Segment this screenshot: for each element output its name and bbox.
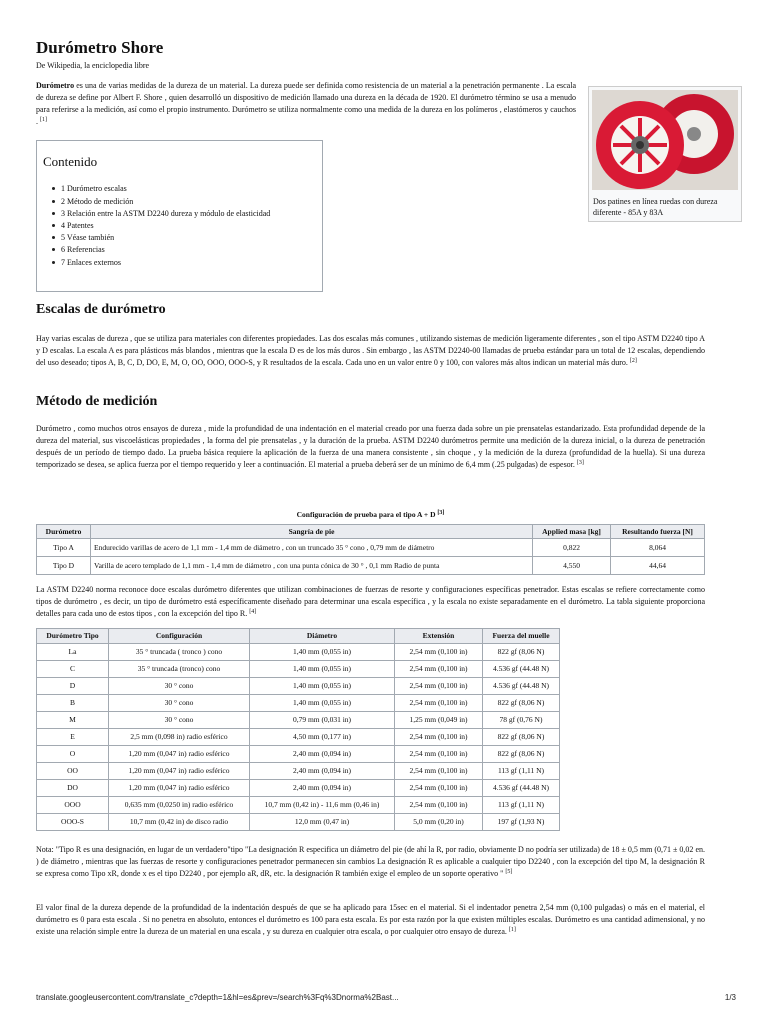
column-header: Durómetro	[37, 524, 91, 539]
table-cell: OOO	[37, 796, 109, 813]
intro-text: es una de varias medidas de la dureza de un material. La dureza puede ser definida como resistencia de un material a la penetración permanente . La escala de dureza se define por Albert F. Shore , quien desarrolló un dispositivo de medición llamado una dureza en la década de 1920. El durómetro término se usa a menudo para referirse a la medición, así como el propio instrumento. Durómetro se utiliza normalmente como una medida de la dureza en los polímeros , elastómeros y cauchos .	[36, 81, 576, 126]
table-cell: 2,5 mm (0,098 in) radio esférico	[109, 728, 250, 745]
table-cell: 78 gf (0,76 N)	[483, 711, 560, 728]
table-row	[37, 711, 560, 728]
table-cell: 10,7 mm (0,42 in) de disco radio	[109, 813, 250, 830]
table-cell: 1,20 mm (0,047 in) radio esférico	[109, 745, 250, 762]
table-cell: 822 gf (8,06 N)	[483, 694, 560, 711]
table-row	[37, 779, 560, 796]
table-row	[37, 813, 560, 830]
table-cell: Varilla de acero templado de 1,1 mm - 1,4 mm de diámetro , con una punta cónica de 30 ° , 0,1 mm Radio de punta	[91, 557, 533, 575]
ref-link[interactable]: [5]	[505, 869, 513, 875]
table-cell: 113 gf (1,11 N)	[483, 796, 560, 813]
table-caption: Configuración de prueba para el tipo A + D [3]	[296, 510, 445, 519]
table-cell: 2,54 mm (0,100 in)	[395, 762, 483, 779]
table-cell: B	[37, 694, 109, 711]
table-cell: 2,54 mm (0,100 in)	[395, 643, 483, 660]
print-footer	[36, 992, 736, 1003]
test-configuration-table	[36, 510, 705, 575]
column-header: Applied masa [kg]	[533, 524, 611, 539]
table-cell: 4.536 gf (44.48 N)	[483, 677, 560, 694]
toc-list	[43, 183, 316, 268]
table-cell: O	[37, 745, 109, 762]
toc-item[interactable]: 1 Durómetro escalas	[61, 183, 316, 195]
column-header: Sangría de pie	[91, 524, 533, 539]
section-paragraph: El valor final de la dureza depende de la profundidad de la indentación después de que se ha aplicado para 15sec en el material. Si el indentador penetra 2,54 mm (0,100 pulgadas) o más en el material, el durómetro es 0 para esta escala . Si no penetra en absoluto, entonces el durómetro es 100 para esta escala. Es por esta razón por la que existen múltiples escalas. Durómetro es una cantidad adimensional, y no existe una relación simple entre la dureza de un material en una escala , y su dureza en cualquier otra escala, o por cualquier otro ensayo de dureza. [1]	[36, 903, 705, 936]
toc-item[interactable]: 4 Patentes	[61, 220, 316, 232]
column-header: Durómetro Tipo	[37, 629, 109, 644]
table-cell: 4,50 mm (0,177 in)	[250, 728, 395, 745]
table-cell: Tipo A	[37, 539, 91, 557]
column-header: Fuerza del muelle	[483, 629, 560, 644]
table-row	[37, 694, 560, 711]
footer-page-number: 1/3	[724, 993, 736, 1002]
table-cell: 2,54 mm (0,100 in)	[395, 728, 483, 745]
table-cell: 30 ° cono	[109, 711, 250, 728]
table-cell: 4.536 gf (44.48 N)	[483, 779, 560, 796]
table-row	[37, 762, 560, 779]
infobox	[588, 86, 742, 222]
table-row	[37, 677, 560, 694]
table-cell: 12,0 mm (0,47 in)	[250, 813, 395, 830]
table-cell: 2,54 mm (0,100 in)	[395, 660, 483, 677]
table-header-row	[37, 524, 705, 539]
table-cell: D	[37, 677, 109, 694]
table-cell: C	[37, 660, 109, 677]
table-cell: OOO-S	[37, 813, 109, 830]
table-row	[37, 728, 560, 745]
toc-heading: Contenido	[43, 154, 98, 169]
table-row	[37, 557, 705, 575]
infobox-caption: Dos patines en línea ruedas con dureza diferente - 85A y 83A	[593, 197, 718, 218]
table-cell: 822 gf (8,06 N)	[483, 728, 560, 745]
section-paragraph: La ASTM D2240 norma reconoce doce escalas durómetro diferentes que utilizan combinaciones de fuerzas de resorte y configuraciones específicas penetrador. Estas escalas se refiere correctamente como tipos de durómetro , es decir, un tipo de durómetro está específicamente diseñado para determinar una escala específica , y la escala no existe separadamente en el durómetro. La tabla siguiente proporciona detalles para cada uno de estos tipos , con la excepción del tipo R. [4]	[36, 585, 705, 618]
intro-bold-term: Durómetro	[36, 81, 75, 90]
table-cell: 10,7 mm (0,42 in) - 11,6 mm (0,46 in)	[250, 796, 395, 813]
ref-link[interactable]: [2]	[629, 358, 637, 364]
table-cell: 0,635 mm (0,0250 in) radio esférico	[109, 796, 250, 813]
table-cell: 1,20 mm (0,047 in) radio esférico	[109, 762, 250, 779]
table-cell: M	[37, 711, 109, 728]
table-cell: 1,40 mm (0,055 in)	[250, 660, 395, 677]
table-cell: 2,40 mm (0,094 in)	[250, 745, 395, 762]
wheels-illustration	[592, 90, 738, 190]
table-cell: 0,79 mm (0,031 in)	[250, 711, 395, 728]
table-cell: 2,54 mm (0,100 in)	[395, 796, 483, 813]
table-cell: 822 gf (8,06 N)	[483, 745, 560, 762]
table-of-contents	[36, 140, 323, 292]
table-cell: 35 ° truncada (tronco) cono	[109, 660, 250, 677]
table-row	[37, 745, 560, 762]
section-paragraph: Hay varias escalas de dureza , que se utiliza para materiales con diferentes propiedades. Las dos escalas más comunes , utilizando sistemas de medición ligeramente diferentes , son el tipo ASTM D2240 tipo A y D escalas. La escala A es para plásticos más blandos , mientras que la escala D es de los más duros . Sin embargo , las ASTM D2240-00 llamadas de prueba estándar para un total de 12 escalas, dependiendo del uso deseado; tipos A, B, C, D, DO, E, M, O, OO, OOO, OOO-S, y R resultados de la escala. Cada uno en un valor entre 0 y 100, con valores más altos indican un material más duro. [2]	[36, 334, 705, 367]
toc-item[interactable]: 2 Método de medición	[61, 196, 316, 208]
table-cell: 2,40 mm (0,094 in)	[250, 762, 395, 779]
section-paragraph: Durómetro , como muchos otros ensayos de dureza , mide la profundidad de una indentación en el material creado por una fuerza dada sobre un pie prensatelas estandarizado. Esta profundidad depende de la dureza del material, sus viscoelásticas propiedades , la forma del pie prensatelas , y la duración de la prueba. ASTM D2240 durómetros permite una medición de la dureza inicial, o la dureza de penetración después de un período de tiempo dado. La prueba básica requiere la aplicación de la fuerza de una manera consistente , sin choque , y la medición de la dureza (profundidad de la huella). Si una dureza temporizado se desea, se aplica fuerza por el tiempo requerido y leer a continuación. El material a prueba deberá ser de un mínimo de 6,4 mm (.25 pulgadas) de espesor. [3]	[36, 424, 705, 469]
intro-paragraph	[36, 80, 576, 128]
table-row	[37, 796, 560, 813]
toc-item[interactable]: 7 Enlaces externos	[61, 257, 316, 269]
page-subtitle: De Wikipedia, la enciclopedia libre	[36, 61, 150, 71]
table-row	[37, 539, 705, 557]
table-cell: Endurecido varillas de acero de 1,1 mm - 1,4 mm de diámetro , con un truncado 35 ° cono , 0,79 mm de diámetro	[91, 539, 533, 557]
table-cell: 2,54 mm (0,100 in)	[395, 779, 483, 796]
toc-item[interactable]: 5 Véase también	[61, 232, 316, 244]
table-cell: 113 gf (1,11 N)	[483, 762, 560, 779]
table-cell: E	[37, 728, 109, 745]
table-cell: 822 gf (8,06 N)	[483, 643, 560, 660]
ref-link[interactable]: [1]	[40, 117, 47, 123]
durometer-types-table	[36, 628, 560, 831]
column-header: Configuración	[109, 629, 250, 644]
table-cell: 0,822	[533, 539, 611, 557]
column-header: Diámetro	[250, 629, 395, 644]
table-cell: 2,40 mm (0,094 in)	[250, 779, 395, 796]
table-cell: Tipo D	[37, 557, 91, 575]
article	[36, 38, 736, 936]
table-cell: 2,54 mm (0,100 in)	[395, 745, 483, 762]
inline-skate-wheels-photo[interactable]	[592, 90, 738, 190]
table-cell: La	[37, 643, 109, 660]
table-cell: 30 ° cono	[109, 694, 250, 711]
table-cell: OO	[37, 762, 109, 779]
table-header-row	[37, 629, 560, 644]
page-title: Durómetro Shore	[36, 38, 164, 57]
table-cell: 8,064	[611, 539, 705, 557]
column-header: Extensión	[395, 629, 483, 644]
table-cell: 5,0 mm (0,20 in)	[395, 813, 483, 830]
table-cell: 4.536 gf (44.48 N)	[483, 660, 560, 677]
table-cell: 1,20 mm (0,047 in) radio esférico	[109, 779, 250, 796]
table-cell: 44,64	[611, 557, 705, 575]
table-cell: 1,25 mm (0,049 in)	[395, 711, 483, 728]
table-cell: 1,40 mm (0,055 in)	[250, 694, 395, 711]
table-cell: 4,550	[533, 557, 611, 575]
table-cell: 2,54 mm (0,100 in)	[395, 694, 483, 711]
table-cell: 1,40 mm (0,055 in)	[250, 677, 395, 694]
table-cell: 197 gf (1,93 N)	[483, 813, 560, 830]
toc-item[interactable]: 3 Relación entre la ASTM D2240 dureza y módulo de elasticidad	[61, 208, 316, 220]
table-row	[37, 643, 560, 660]
ref-link[interactable]: [4]	[249, 609, 257, 615]
ref-link[interactable]: [1]	[508, 927, 516, 933]
table-cell: 2,54 mm (0,100 in)	[395, 677, 483, 694]
table-cell: 1,40 mm (0,055 in)	[250, 643, 395, 660]
note-paragraph: Nota: "Tipo R es una designación, en lugar de un verdadero"tipo "La designación R especifica un diámetro del pie (de ahí la R, por radio, obviamente D no podría ser utilizada) de 18 ± 0,5 mm (0,71 ± 0,02 en. ) de diámetro , mientras que las fuerzas de resorte y configuraciones penetrador permanecen sin cambios La designación R es aplicable a cualquier tipo D2240 , con la excepción del tipo M, la designación R se expresa como Tipo xR, donde x es el tipo D2240 , por ejemplo aR, dR, etc. la designación R también exige el empleo de un soporte operativo " [5]	[36, 845, 705, 878]
section-heading: Método de medición	[36, 394, 158, 409]
footer-url: translate.googleusercontent.com/translate_c?depth=1&hl=es&prev=/search%3Fq%3Dnorma%2Bast...	[36, 993, 399, 1002]
table-row	[37, 660, 560, 677]
ref-link[interactable]: [3]	[576, 460, 584, 466]
column-header: Resultando fuerza [N]	[611, 524, 705, 539]
ref-link[interactable]: [3]	[437, 510, 445, 516]
table-cell: 35 ° truncada ( tronco ) cono	[109, 643, 250, 660]
table-cell: 30 ° cono	[109, 677, 250, 694]
toc-item[interactable]: 6 Referencias	[61, 244, 316, 256]
section-heading: Escalas de durómetro	[36, 302, 166, 317]
table-cell: DO	[37, 779, 109, 796]
